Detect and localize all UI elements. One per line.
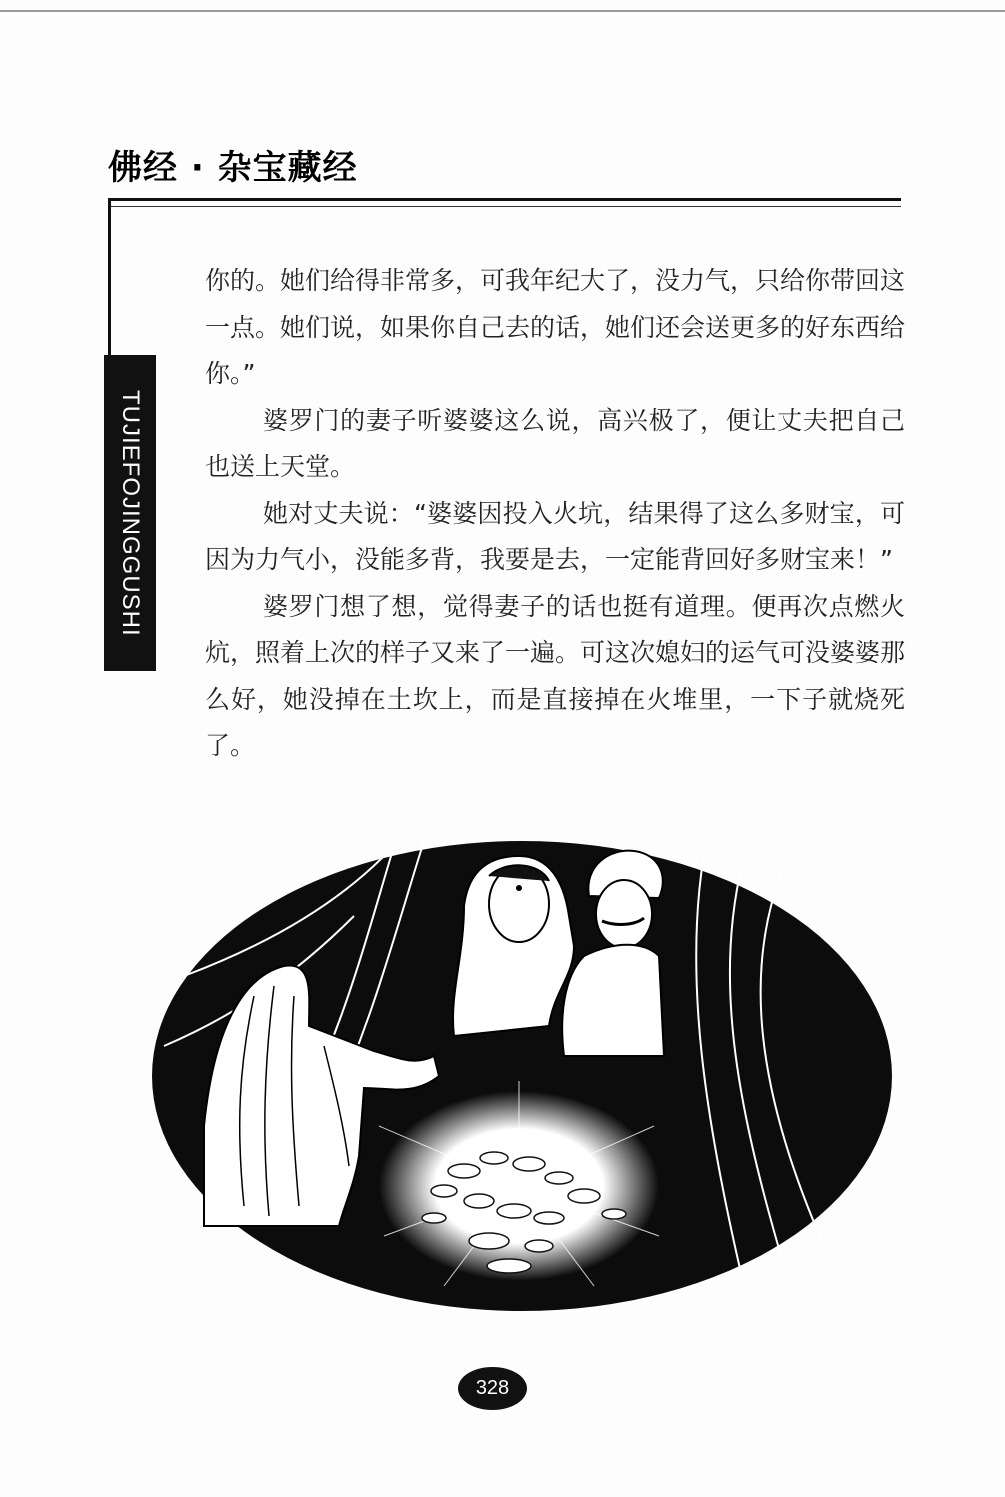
- side-tab: [104, 355, 156, 671]
- book-title: 佛经 · 杂宝藏经: [108, 148, 358, 188]
- story-illustration: [144, 826, 896, 1316]
- header-rule: [108, 198, 901, 201]
- page-number: 328: [475, 1377, 510, 1399]
- paragraph: 你的。她们给得非常多，可我年纪大了，没力气，只给你带回这一点。她们说，如果你自己去的话，她们还会送更多的好东西给你。”: [205, 266, 906, 388]
- left-border: [108, 198, 111, 358]
- story-text: [205, 258, 905, 770]
- paragraph: 她对丈夫说：“婆婆因投入火坑，结果得了这么多财宝，可因为力气小，没能多背，我要是去，一定能背回好多财宝来！”: [205, 498, 905, 574]
- paragraph: 婆罗门的妻子听婆婆这么说，高兴极了，便让丈夫把自己也送上天堂。: [205, 405, 905, 481]
- paragraph: 婆罗门想了想，觉得妻子的话也挺有道理。便再次点燃火炕，照着上次的样子又来了一遍。可这次媳妇的运气可没婆婆那么好，她没掉在土坎上，而是直接掉在火堆里，一下子就烧死了。: [205, 591, 906, 760]
- side-tab-label: TUJIEFOJINGGUSHI: [117, 389, 144, 637]
- top-rule: [0, 10, 1005, 12]
- page-number-badge: [458, 1367, 527, 1410]
- header-rule-thin: [108, 206, 901, 207]
